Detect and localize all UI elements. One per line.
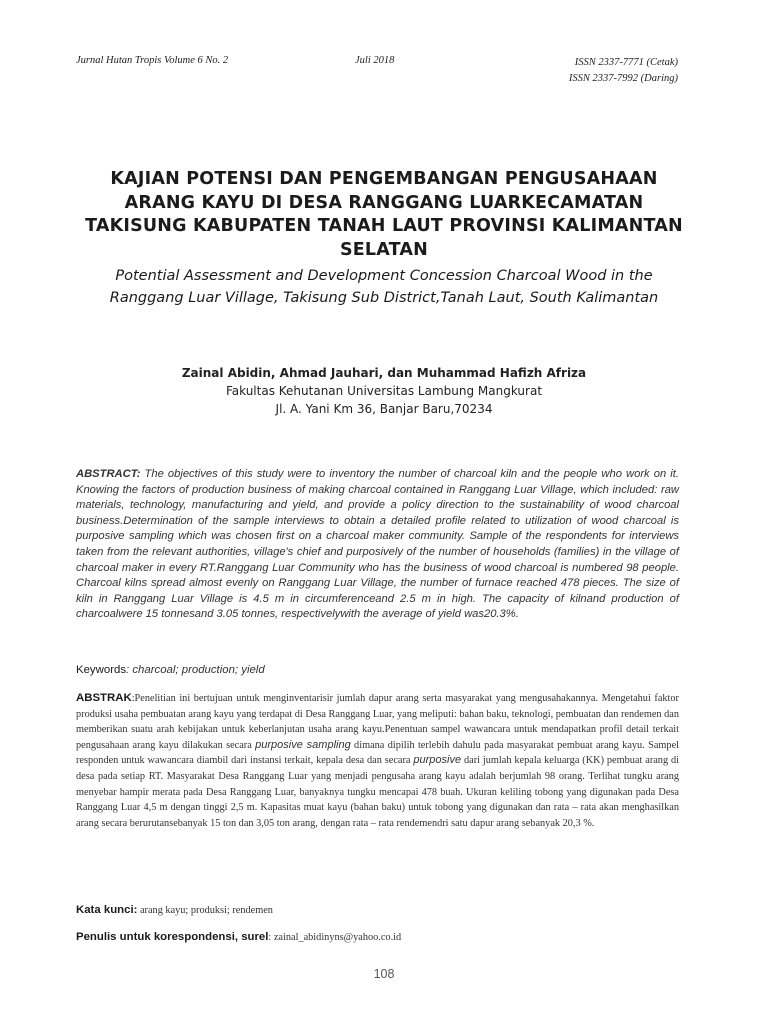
kata-kunci-label: Kata kunci: <box>76 904 138 916</box>
kata-kunci <box>76 904 679 916</box>
title-line: SELATAN <box>339 239 429 260</box>
abstrak-text-1: :Penelitian ini bertujuan untuk menginventarisir jumlah dapur arang serta masyarakat yang mengusahakannya. Mengetahui faktor produksi usaha pembuatan arang kayu yang terdapat di Desa Ranggang Luar, yang meliputi: bahan baku, teknologi, pembuatan dan rendemen dan memberikan suatu arah kebijakan untuk keberlanjutan usaha arang kayu.Penentuan sampel wawancara untuk mendapatkan profil detail terkait pengusahaan arang kayu dilakukan secara <box>76 693 679 751</box>
abstract-indonesian <box>76 691 679 831</box>
subtitle-line: Potential Assessment and Development Concession Charcoal Wood in the <box>115 268 653 284</box>
paper-subtitle <box>60 265 708 309</box>
title-line: KAJIAN POTENSI DAN PENGEMBANGAN PENGUSAHAAN <box>110 169 658 189</box>
keywords <box>76 664 679 676</box>
abstract-label: ABSTRACT: <box>76 468 141 480</box>
running-header <box>0 55 768 91</box>
abstrak-text-2: dimana dipilih terlebih dahulu pada masyarakat pembuat arang kayu. Sampel responden untuk wawancara diambil dari instansi terkait, kepala desa dan secara <box>76 739 679 767</box>
abstrak-italic-2: purposive <box>413 754 462 767</box>
keywords-label: Keywords <box>76 664 127 676</box>
journal-name: Jurnal Hutan Tropis Volume 6 No. 2 <box>76 55 229 66</box>
keywords-value: : charcoal; production; yield <box>126 664 265 676</box>
abstrak-label: ABSTRAK <box>76 692 132 704</box>
abstract-text: The objectives of this study were to inventory the number of charcoal kiln and the people who work on it. Knowing the factors of production business of making charcoal contained in Ranggang Luar Village, which included: raw materials, technology, manufacturing and yield, and provide a policy direction to the sustainability of wood charcoal business.Determination of the sample interviews to obtain a detailed profile related to utilization of wood charcoal is purposive sampling which was chosen first on a charcoal maker community. Sample of the respondents for interviews taken from the relevant authorities, village's chief and purposively of the number of households (families) in the village of charcoal maker in every RT.Ranggang Luar Community who has the business of wood charcoal is numbered 98 people. Charcoal kilns spread almost evenly on Ranggang Luar Village, the number of furnace reached 478 pieces. The size of kiln in Ranggang Luar Village is 4.5 m in circumferenceand 2.5 m in high. The capacity of kilnand production of charcoalwere 15 tonnesand 3.05 tonnes, respectivelywith the average of yield was20.3%. <box>76 468 679 621</box>
correspondence-label: Penulis untuk korespondensi, surel <box>76 931 269 943</box>
abstrak-text-3: dari jumlah kepala keluarga (KK) pembuat arang di desa pada setiap RT. Masyarakat Desa Ranggang Luar yang menjadi pengusaha arang kayu adalah berjumlah 98 orang. Terlihat tungku arang menyebar hampir merata pada Desa Ranggang Luar, banyaknya tungku mencapai 478 buah. Ukuran keliling tobong yang digunakan pada Desa Ranggang Luar 4,5 m dengan tinggi 2,5 m. Kapasitas muat kayu (bahan baku) untuk tobong yang digunakan dan rata – rata akan menghasilkan arang secara berurutansebanyak 15 ton dan 3,05 ton arang, dengan rata – rata rendemendri satu dapur arang sebanyak 20,3 %. <box>76 755 680 829</box>
affiliation: Fakultas Kehutanan Universitas Lambung Mangkurat <box>225 384 543 398</box>
issn-print: ISSN 2337-7771 (Cetak) <box>574 57 678 68</box>
title-block <box>60 168 708 309</box>
subtitle-line: Ranggang Luar Village, Takisung Sub District,Tanah Laut, South Kalimantan <box>109 290 659 306</box>
title-line: ARANG KAYU DI DESA RANGGANG LUARKECAMATAN <box>124 192 644 213</box>
page-number: 108 <box>373 967 395 981</box>
issn-online: ISSN 2337-7992 (Daring) <box>568 73 678 84</box>
abstract-english <box>76 467 679 623</box>
address: Jl. A. Yani Km 36, Banjar Baru,70234 <box>275 402 493 416</box>
abstrak-italic-1: purposive sampling <box>255 738 351 751</box>
issn-block <box>569 55 678 87</box>
author-block <box>60 364 708 418</box>
correspondence <box>76 931 679 943</box>
correspondence-email: : zainal_abidinyns@yahoo.co.id <box>268 932 402 943</box>
kata-kunci-value: arang kayu; produksi; rendemen <box>137 905 273 916</box>
title-line: TAKISUNG KABUPATEN TANAH LAUT PROVINSI KALIMANTAN <box>85 216 683 236</box>
paper-title <box>60 168 708 262</box>
author-names: Zainal Abidin, Ahmad Jauhari, dan Muhammad Hafizh Afriza <box>181 366 587 380</box>
issue-date: Juli 2018 <box>355 55 395 66</box>
